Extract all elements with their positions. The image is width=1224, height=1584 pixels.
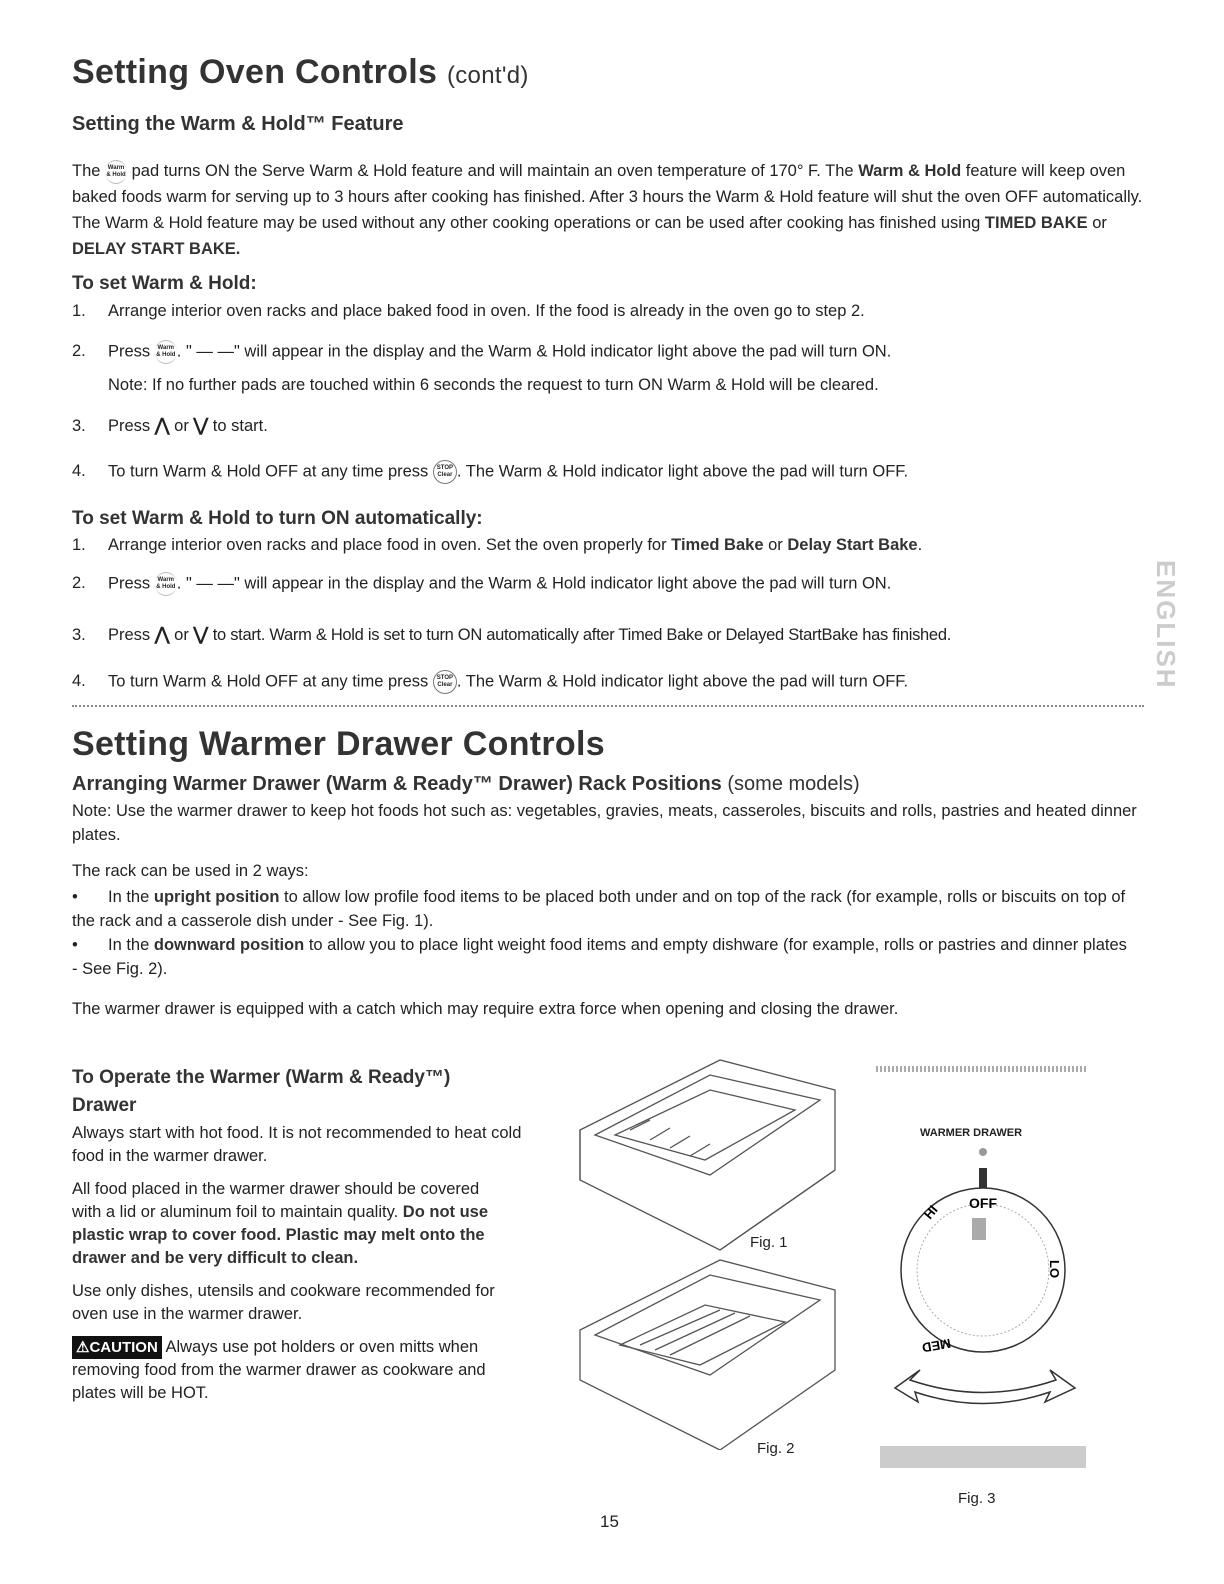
fig1-drawer-illustration xyxy=(580,1060,835,1250)
step-text: . The Warm & Hold indicator light above the pad will turn OFF. xyxy=(456,462,909,481)
text: All food placed in the warmer drawer should be covered with a lid or aluminum foil to maintain quality. xyxy=(72,1180,480,1221)
bold-text: Warm & Hold xyxy=(858,162,962,180)
bold-text: downward position xyxy=(153,936,305,954)
panel-base xyxy=(880,1446,1086,1468)
step-text: . xyxy=(917,536,923,554)
step-number: 3. xyxy=(72,626,86,644)
step-number: 2. xyxy=(72,574,86,593)
set-note: Note: If no further pads are touched within 6 seconds the request to turn ON Warm & Hold will be cleared. xyxy=(108,376,879,394)
oven-title xyxy=(72,48,529,97)
knob-hi-label: HI xyxy=(920,1202,941,1222)
warmer-knob-figure xyxy=(880,1140,1090,1470)
fig2-caption: Fig. 2 xyxy=(757,1440,795,1457)
rotate-arrow-icon xyxy=(895,1370,1075,1404)
page-number: 15 xyxy=(600,1512,619,1531)
indicator-light-icon xyxy=(979,1148,987,1156)
up-arrow-icon: ⋀ xyxy=(154,624,170,644)
step-text: to start. Warm & Hold is set to turn ON automatically after Timed Bake or Delayed StartBake has finished. xyxy=(212,626,951,644)
step-text: . " — —" will appear in the display and the Warm & Hold indicator light above the pad will turn ON. xyxy=(176,342,892,361)
step-text: or xyxy=(174,626,189,644)
step-text: Arrange interior oven racks and place food in oven. Set the oven properly for xyxy=(108,536,667,554)
knob-label: WARMER DRAWER xyxy=(920,1127,1023,1139)
auto-step-4 xyxy=(72,670,1152,694)
operate-p2 xyxy=(72,1178,512,1270)
warm-hold-pad-icon: Warm & Hold xyxy=(105,160,127,184)
warm-hold-intro xyxy=(72,158,1147,262)
text: feature will keep oven baked foods warm for serving up to 3 hours after cooking has finished. After 3 hours the Warm & Hold feature will shut the oven OFF automatically. The Warm & Hold feature may be used without any other cooking operations or can be used after cooking has finished using xyxy=(72,162,1143,232)
side-tab-english: ENGLISH xyxy=(1151,560,1181,690)
bullet: • xyxy=(72,888,78,906)
knob-pointer xyxy=(979,1168,987,1190)
set-step-1 xyxy=(72,300,1152,324)
fig3-caption: Fig. 3 xyxy=(958,1490,996,1507)
bold-text: Delay Start Bake xyxy=(787,536,918,554)
text: pad turns ON the Serve Warm & Hold feature and will maintain an oven temperature of 170° F. The xyxy=(131,162,854,180)
step-text: to start. xyxy=(212,417,268,435)
step-number: 3. xyxy=(72,417,86,435)
bold-text: TIMED BAKE xyxy=(984,214,1088,232)
step-text: Arrange interior oven racks and place baked food in oven. If the food is already in the oven go to step 2. xyxy=(108,302,865,320)
text: to allow you to place light weight food items and empty dishware (for example, rolls or pastries and dinner plates - See Fig. 2). xyxy=(72,936,1127,978)
step-text: or xyxy=(768,536,783,554)
text: In the xyxy=(108,936,150,954)
section-divider xyxy=(72,705,1144,707)
text: to allow low profile food items to be placed both under and on top of the rack (for example, rolls or biscuits on top of the rack and a casserole dish under - See Fig. 1). xyxy=(72,888,1126,930)
stop-clear-pad-icon: STOP Clear xyxy=(433,460,457,484)
heading-suffix: (some models) xyxy=(727,773,860,795)
bold-text: Do not use plastic wrap to cover food. Plastic may melt onto the drawer and be very difficult to clean. xyxy=(72,1203,489,1267)
step-text: Press xyxy=(108,417,151,435)
fig2-drawer-illustration xyxy=(580,1260,835,1450)
knob-off-label: OFF xyxy=(969,1195,997,1211)
auto-step-2 xyxy=(72,572,1152,596)
text: or xyxy=(1092,214,1107,232)
step-text: Press xyxy=(108,574,151,593)
knob-lo-label: LO xyxy=(1047,1260,1062,1279)
rack-intro: The rack can be used in 2 ways: xyxy=(72,862,309,880)
bold-text: upright position xyxy=(153,888,280,906)
auto-step-3 xyxy=(72,621,1152,648)
bold-text: Timed Bake xyxy=(671,536,764,554)
page-title: Setting Oven Controls xyxy=(72,53,438,91)
drawer-figures xyxy=(570,1050,850,1450)
panel-edge xyxy=(876,1066,1086,1072)
step-number: 4. xyxy=(72,672,86,691)
auto-step-1 xyxy=(72,534,1152,558)
text: In the xyxy=(108,888,150,906)
step-text: To turn Warm & Hold OFF at any time press xyxy=(108,672,429,691)
step-text: . The Warm & Hold indicator light above the pad will turn OFF. xyxy=(456,672,909,691)
title-suffix: (cont'd) xyxy=(446,62,529,89)
rack-heading xyxy=(72,770,860,799)
up-arrow-icon: ⋀ xyxy=(154,415,170,435)
step-number: 4. xyxy=(72,462,86,481)
knob-med-label: MED xyxy=(920,1335,952,1356)
catch-note: The warmer drawer is equipped with a catch which may require extra force when opening and closing the drawer. xyxy=(72,1000,899,1018)
step-text: To turn Warm & Hold OFF at any time press xyxy=(108,462,429,481)
warmer-note: Note: Use the warmer drawer to keep hot foods hot such as: vegetables, gravies, meats, casseroles, biscuits and rolls, pastries and heated dinner plates. xyxy=(72,802,1137,844)
caution-label: ⚠CAUTION xyxy=(72,1336,162,1359)
down-arrow-icon: ⋁ xyxy=(193,415,209,435)
knob-grip xyxy=(972,1218,986,1240)
bold-text: DELAY START BAKE. xyxy=(72,240,241,258)
operate-p3: Use only dishes, utensils and cookware recommended for oven use in the warmer drawer. xyxy=(72,1282,495,1323)
fig1-caption: Fig. 1 xyxy=(750,1234,788,1251)
auto-heading: To set Warm & Hold to turn ON automatically: xyxy=(72,508,483,529)
operate-p4 xyxy=(72,1336,532,1405)
bullet-upright xyxy=(72,886,1132,934)
step-text: or xyxy=(174,417,189,435)
warm-hold-pad-icon: Warm & Hold xyxy=(155,572,177,596)
step-text: . " — —" will appear in the display and the Warm & Hold indicator light above the pad will turn ON. xyxy=(176,574,892,593)
text: The xyxy=(72,162,101,180)
warm-hold-pad-icon: Warm & Hold xyxy=(155,340,177,364)
set-warm-hold-heading: To set Warm & Hold: xyxy=(72,273,257,294)
warmer-title: Setting Warmer Drawer Controls xyxy=(72,725,605,763)
text: Always use pot holders or oven mitts when removing food from the warmer drawer as cookware and plates will be HOT. xyxy=(72,1338,486,1402)
step-number: 1. xyxy=(72,536,86,554)
warm-hold-heading: Setting the Warm & Hold™ Feature xyxy=(72,113,404,135)
set-step-4 xyxy=(72,460,1152,484)
operate-section xyxy=(72,1064,542,1405)
operate-heading: To Operate the Warmer (Warm & Ready™) Drawer xyxy=(72,1067,451,1116)
step-number: 2. xyxy=(72,342,86,361)
step-number: 1. xyxy=(72,302,86,320)
set-step-3 xyxy=(72,412,1152,439)
step-text: Press xyxy=(108,626,151,644)
bullet: • xyxy=(72,936,78,954)
stop-clear-pad-icon: STOP Clear xyxy=(433,670,457,694)
set-step-2 xyxy=(72,340,1152,364)
operate-p1: Always start with hot food. It is not recommended to heat cold food in the warmer drawer. xyxy=(72,1124,522,1165)
bullet-downward xyxy=(72,934,1132,982)
heading-text: Arranging Warmer Drawer (Warm & Ready™ Drawer) Rack Positions xyxy=(72,773,722,795)
down-arrow-icon: ⋁ xyxy=(193,624,209,644)
step-text: Press xyxy=(108,342,151,361)
